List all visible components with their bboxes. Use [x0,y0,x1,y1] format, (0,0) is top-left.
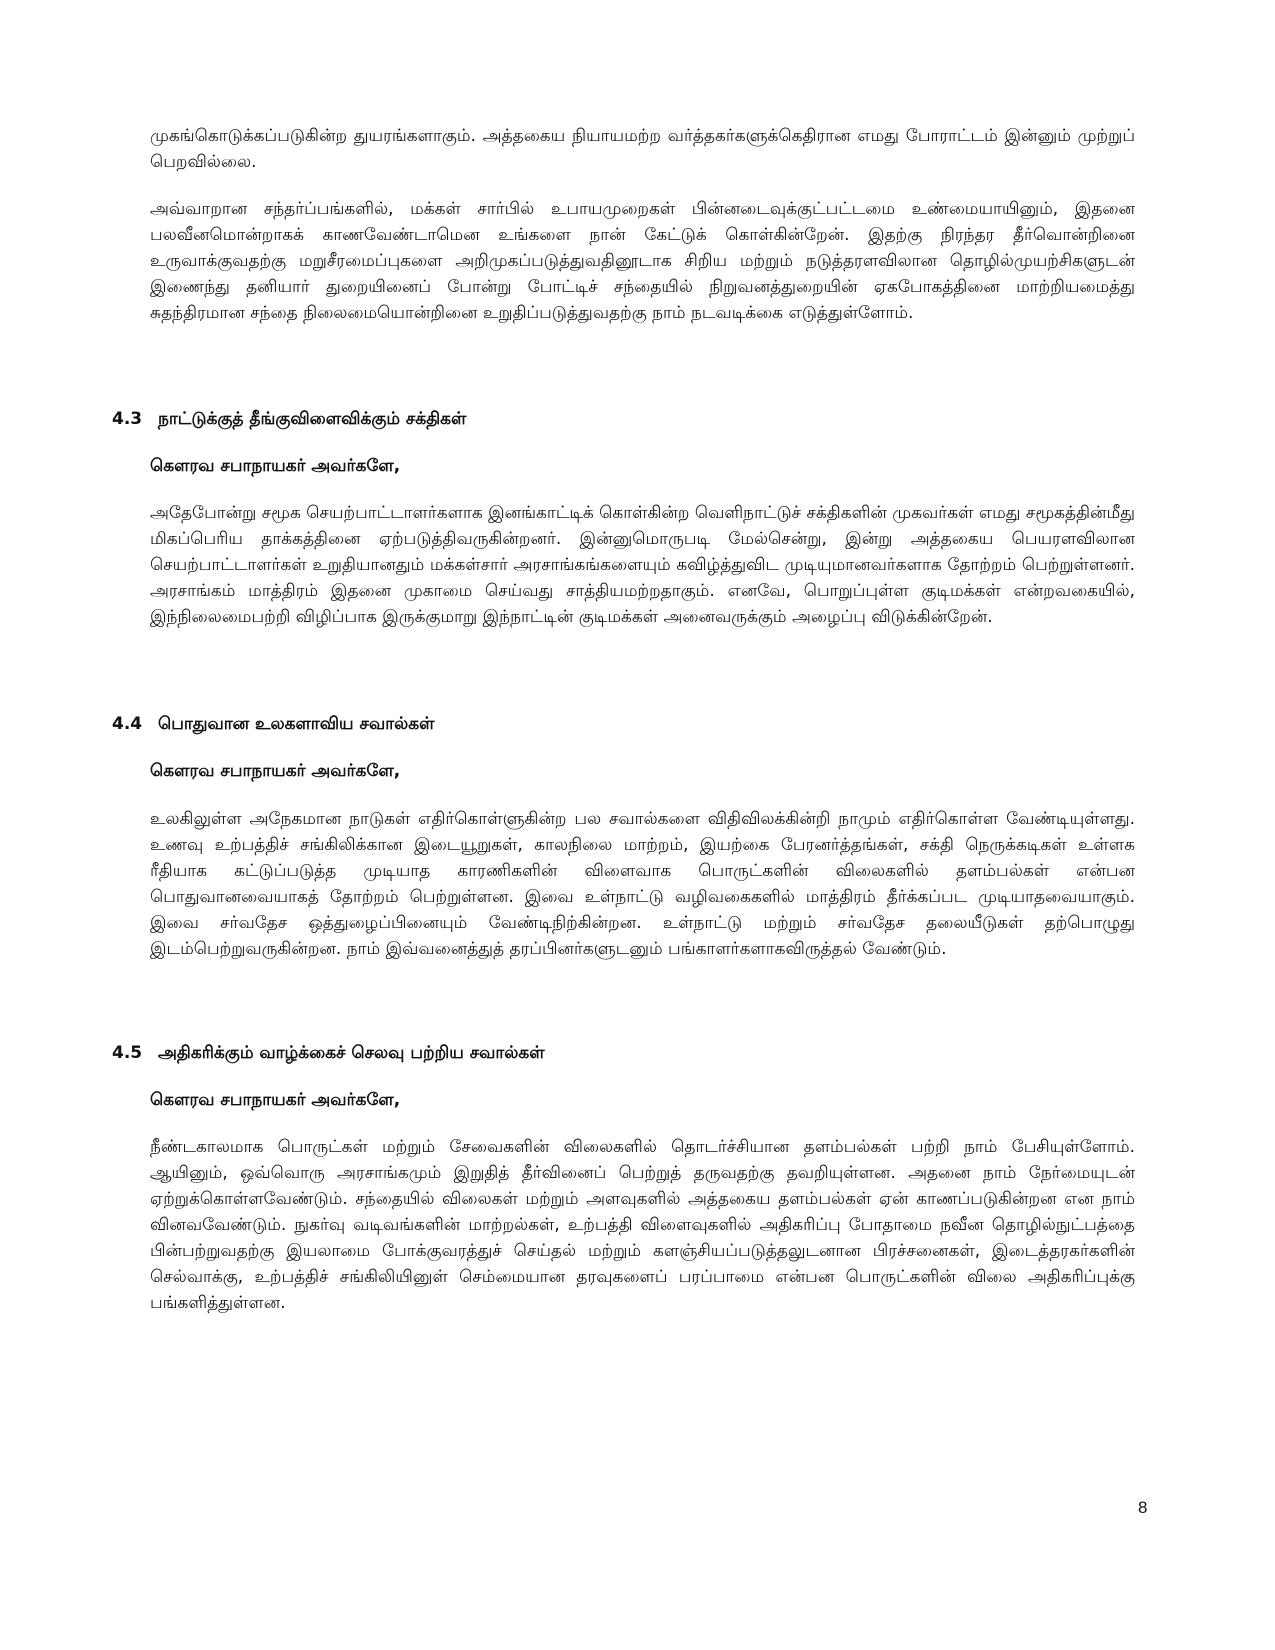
section-heading-4-3 [112,406,466,432]
section-heading-4-5 [112,1040,545,1066]
section-title: அதிகரிக்கும் வாழ்க்கைச் செலவு பற்றிய சவால்கள் [158,1043,545,1063]
paragraph-cost-of-living: நீண்டகாலமாக பொருட்கள் மற்றும் சேவைகளின் விலைகளில் தொடர்ச்சியான தளம்பல்கள் பற்றி நாம் பேசியுள்ளோம். ஆயினும், ஒவ்வொரு அரசாங்கமும் இறுதித் தீர்வினைப் பெற்றுத் தருவதற்கு தவறியுள்ளன. அதனை நாம் நேர்மையுடன் ஏற்றுக்கொள்ளவேண்டும். சந்தையில் விலைகள் மற்றும் அளவுகளில் அத்தகைய தளம்பல்கள் ஏன் காணப்படுகின்றன என நாம் வினவவேண்டும். நுகர்வு வடிவங்களின் மாற்றல்கள், உற்பத்தி விளைவுகளில் அதிகரிப்பு போதாமை நவீன தொழில்நுட்பத்தை பின்பற்றுவதற்கு இயலாமை போக்குவரத்துச் செய்தல் மற்றும் களஞ்சியப்படுத்தலுடனான பிரச்சனைகள், இடைத்தரகர்களின் செல்வாக்கு, உற்பத்திச் சங்கிலியினுள் செம்மையான தரவுகளைப் பரப்பாமை என்பன பொருட்களின் விலை அதிகரிப்புக்கு பங்களித்துள்ளன. [150,1137,1135,1313]
paragraph-global-challenges: உலகிலுள்ள அநேகமான நாடுகள் எதிர்கொள்ளுகின்ற பல சவால்களை விதிவிலக்கின்றி நாமும் எதிர்கொள்ள வேண்டியுள்ளது. உணவு உற்பத்திச் சங்கிலிக்கான இடையூறுகள், காலநிலை மாற்றம், இயற்கை பேரனர்த்தங்கள், சக்தி நெருக்கடிகள் உள்ளக ரீதியாக கட்டுப்படுத்த முடியாத காரணிகளின் விளைவாக பொருட்களின் விலைகளில் தளம்பல்கள் என்பன பொதுவானவையாகத் தோற்றம் பெற்றுள்ளன. இவை உள்நாட்டு வழிவகைகளில் மாத்திரம் தீர்க்கப்பட முடியாதவையாகும். இவை சர்வதேச ஒத்துழைப்பினையும் வேண்டிநிற்கின்றன. உள்நாட்டு மற்றும் சர்வதேச தலையீடுகள் தற்பொழுது இடம்பெற்றுவருகின்றன. நாம் இவ்வனைத்துத் தரப்பினர்களுடனும் பங்காளர்களாகவிருத்தல் வேண்டும். [150,809,1135,959]
section-number: 4.3 [112,409,143,429]
section-title: பொதுவான உலகளாவிய சவால்கள் [158,714,435,734]
address-speaker-4-5: கௌரவ சபாநாயகர் அவர்களே, [150,1090,401,1110]
section-number: 4.4 [112,714,143,734]
page-number: 8 [1138,1498,1148,1517]
paragraph-market-reforms: அவ்வாறான சந்தர்ப்பங்களில், மக்கள் சார்பில் உபாயமுறைகள் பின்னடைவுக்குட்பட்டமை உண்மையாயினும், இதனை பலவீனமொன்றாகக் காணவேண்டாமென உங்களை நான் கேட்டுக் கொள்கின்றேன். இதற்கு நிரந்தர தீர்வொன்றினை உருவாக்குவதற்கு மறுசீரமைப்புகளை அறிமுகப்படுத்துவதினூடாக சிறிய மற்றும் நடுத்தரளவிலான தொழில்முயற்சிகளுடன் இணைந்து தனியார் துறையினைப் போன்று போட்டிச் சந்தையில் நிறுவனத்துறையின் ஏகபோகத்தினை மாற்றியமைத்து சுதந்திரமான சந்தை நிலைமையொன்றினை உறுதிப்படுத்துவதற்கு நாம் நடவடிக்கை எடுத்துள்ளோம். [150,199,1135,323]
address-speaker-4-4: கௌரவ சபாநாயகர் அவர்களே, [150,761,401,781]
section-heading-4-4 [112,711,434,737]
section-title: நாட்டுக்குத் தீங்குவிளைவிக்கும் சக்திகள் [158,409,467,429]
paragraph-intro-continuation: முகங்கொடுக்கப்படுகின்ற துயரங்களாகும். அத்தகைய நியாயமற்ற வர்த்தகர்களுக்கெதிரான எமது போராட்டம் இன்னும் முற்றுப் பெறவில்லை. [150,126,1135,172]
address-speaker-4-3: கௌரவ சபாநாயகர் அவர்களே, [150,456,401,476]
paragraph-foreign-forces: அதேபோன்று சமூக செயற்பாட்டாளர்களாக இனங்காட்டிக் கொள்கின்ற வெளிநாட்டுச் சக்திகளின் முகவர்கள் எமது சமூகத்தின்மீது மிகப்பெரிய தாக்கத்தினை ஏற்படுத்திவருகின்றனர். இன்னுமொருபடி மேல்சென்று, இன்று அத்தகைய பெயரளவிலான செயற்பாட்டாளர்கள் உறுதியானதும் மக்கள்சார் அரசாங்கங்களையும் கவிழ்த்துவிட முடியுமானவர்களாக தோற்றம் பெற்றுள்ளனர். அரசாங்கம் மாத்திரம் இதனை முகாமை செய்வது சாத்தியமற்றதாகும். எனவே, பொறுப்புள்ள குடிமக்கள் என்றவகையில், இந்நிலைமைபற்றி விழிப்பாக இருக்குமாறு இந்நாட்டின் குடிமக்கள் அனைவருக்கும் அழைப்பு விடுக்கின்றேன். [150,503,1135,627]
section-number: 4.5 [112,1043,143,1063]
